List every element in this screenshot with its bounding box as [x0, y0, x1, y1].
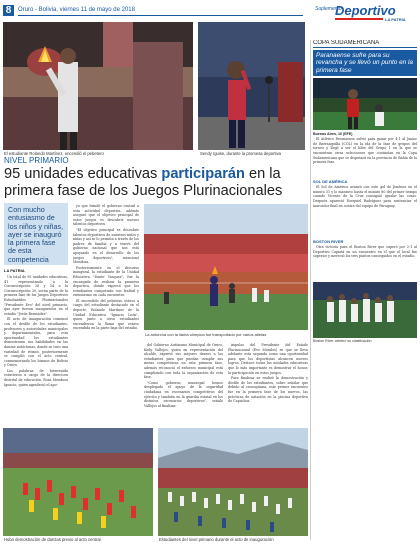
sidebar-headline: Paranaense sufre para su revancha y se llevó un punto en la primera fase: [316, 52, 413, 74]
photo-sidebar-player: [313, 78, 417, 130]
logo-swoosh: [335, 18, 383, 20]
sidebar-text-1: [313, 185, 417, 237]
dateline: Oruro - Bolivia, viernes 11 de mayo de 2018: [18, 7, 135, 13]
logo-supplement-text: Suplemento: [315, 6, 342, 12]
photo-students-ceremony: [158, 428, 308, 536]
photo-dance-demo: [3, 428, 153, 536]
sidebar-divider: [310, 40, 311, 540]
col2-p3: Posteriormente en el discurso inaugural, la estudiante de la Unidad Educativa "Dante Vasquez", fue la encargada de realizar la promesa deportiva, donde expresó que los estudiantes competirán con lealtad y entusiasmo en cada encuentro.: [73, 265, 139, 298]
sidebar-text-1-p: El Sol de América avanzó con este gol de Jiménez en el minuto 31 y lo mantuvo hasta el minuto 80 del primer tiempo cuando Vicente de la Cruz consiguió igualar las cosas. Después apareció Ezequiel Rodríguez para sentenciar el marcador final en contra del equipo de Paraguay.: [313, 185, 417, 208]
lead-box: [4, 203, 68, 265]
col4-p1: impulso del Presidente del Estado Plurinacional (Evo Morales) se que se lleva adelante esta segunda como una oportunidad para que los deportistas alcancen nuevos logros. Destacó todas las unidades educativas que lo más importante es demostrar el honor, la participación en estos juegos.: [228, 343, 308, 375]
headline-post: en la primera fase de los Juegos Plurinacionales: [4, 166, 283, 199]
sidebar-subhead-1: SOL DE AMÉRICA: [313, 179, 348, 185]
col1-p3: Los palabras de bienvenida estuvieron a cargo de la directora distrital de educación, Rosa Mendoza Ignacio, quien agradeció el apo-: [4, 368, 68, 387]
article-col-3: [144, 343, 223, 423]
header-rule: [18, 15, 303, 16]
caption-torch-lighting: El estudiante Rolando Martínez, encendió el pebetero: [4, 151, 104, 156]
sidebar-text-2-p: Otra victoria para el Boston River que superó por 2-1 al Deportivo Capiatá en un encuentro en el que el local fue superior y mereció los tres puntos conseguidos en el estadio.: [313, 245, 417, 259]
article-col-2: [73, 204, 139, 423]
col3-p1: del Gobierno Autónomo Municipal de Oruro, Keily Vallejos, quien en representación del alcalde, expresó sus mejores deseos a los estudiantes para que puedan cumplir sus metas competitivas en esta primera fase, además reconoció el esfuerzo municipal está cumpliendo con toda la organización de esta fase.: [144, 343, 223, 380]
sidebar-headline-box: [313, 50, 417, 76]
sidebar-source: Buenos Aires, 10 (EFE): [313, 132, 353, 137]
logo-title-text: Deportivo: [335, 3, 396, 18]
photo-stadium-torch: [144, 204, 308, 330]
logo-brand-text: LA PATRIA: [385, 17, 406, 22]
supplement-logo: [315, 2, 417, 28]
col2-p4: El encendido del pebetero estuvo a cargo del estudiante destacado en el deporte, Rolando Martínez de la Unidad Educativa "Ignacio León", quien junto a otros estudiantes encendieron la llama que estuvo encendida en la parte baja del estadio.: [73, 298, 139, 331]
sidebar-intro-text: El Atlético Paranaense sufrió para ganar por 4-1 al Junior de Barranquilla (COL) en la ida de la fase de grupos del torneo y llegó a ser el líder del Grupo 1 en la que se encuentran otras selecciones que continúan en la Copa Sudamericana que se disputará en la provincia de Bahía de la primera fase.: [313, 137, 417, 165]
col1-p1: Un total de 95 unidades educativas, 41 representando a la Circunscripción 28 y 54 a la Circunscripción 30, serán parte de la primera fase de los Juegos Deportivos Estudiantiles Plurinacionales "Presidente Evo" del nivel primario, que ayer fueron inaugurados en el estadio "Jesús Bermúdez".: [4, 275, 68, 316]
headline-pre: 95 unidades educativas: [4, 166, 162, 182]
kicker: NIVEL PRIMARIO: [4, 156, 69, 165]
caption-stadium-torch: La antorcha con la llama olímpica fue transportado por varios atletas: [145, 332, 267, 337]
caption-students-ceremony: Estudiantes del nivel primario durante el acto de inauguración: [159, 537, 274, 542]
col2-p2: "El objetivo principal es descubrir talentos deportivos de nuestros niños y niñas y así se lo permita a través de los padres de familia y a través del gobierno nacional que nos está apoyando en el desarrollo de los juegos deportivos", mencionó Mendoza.: [73, 227, 139, 265]
sidebar-section: COPA SUDAMERICANA: [313, 40, 417, 48]
photo-torch-lighting: [3, 22, 193, 150]
col3-p2: "Como gobierno municipal hemos desplegado el apoyo de la seguridad ciudadana en escenarios competitivos del ejército y también en la guardia estatal en los distintos escenarios deportivos", señaló Vallejos al finalizar.: [144, 380, 223, 408]
sidebar-subhead-2: BOSTON RIVER: [313, 239, 344, 245]
photo-sports-promise: [198, 22, 305, 150]
photo-sidebar-team: [313, 282, 417, 338]
article-col-4: [228, 343, 308, 423]
col4-p2: Para finalizar se realizó la demostración y desfile de los estudiantes, sobre señalar que debido al cronograma, este primer encuentro fue en la primera fase de los nuevos, las prácticas de natación en la piscina deportiva de Capachos.: [228, 376, 308, 404]
sidebar-photo-caption: Boston River celebró su clasificación: [313, 339, 372, 344]
article-col-1: [4, 275, 68, 423]
sidebar-text-2: [313, 245, 417, 279]
caption-dance-demo: Hubo demostración de danzas previo al acto central: [4, 537, 101, 542]
caption-sports-promise: Sendy Iguise, durante la promesa deportiva: [200, 151, 282, 156]
page-number: 8: [3, 5, 14, 16]
headline: [4, 166, 308, 200]
sidebar-intro: [313, 137, 417, 177]
byline: LA PATRIA: [4, 268, 25, 273]
col2-p1: yo que brindó el gobierno central a esta actividad deportiva, además aseguró que el objetivo principal de estos juegos es descubrir nuevos talentos deportivos.: [73, 204, 139, 227]
col1-p2: El acto de inauguración comenzó con el desfile de los estudiantes, profesores y autoridades municipales y departamentales, para esta oportunidad los estudiantes demostraron sus habilidades en las danzas autóctonas, donde se tuvo una variedad de ritmos, posteriormente se cumplió con el acto central, conmemorando los himnos de Bolivia y Oruro.: [4, 317, 68, 368]
lead-text: Con mucho entusiasmo de los niños y niñas, ayer se inauguró la primera fase de esta competencia: [8, 205, 64, 264]
sidebar: [313, 40, 417, 540]
headline-highlight: participarán: [161, 166, 245, 182]
